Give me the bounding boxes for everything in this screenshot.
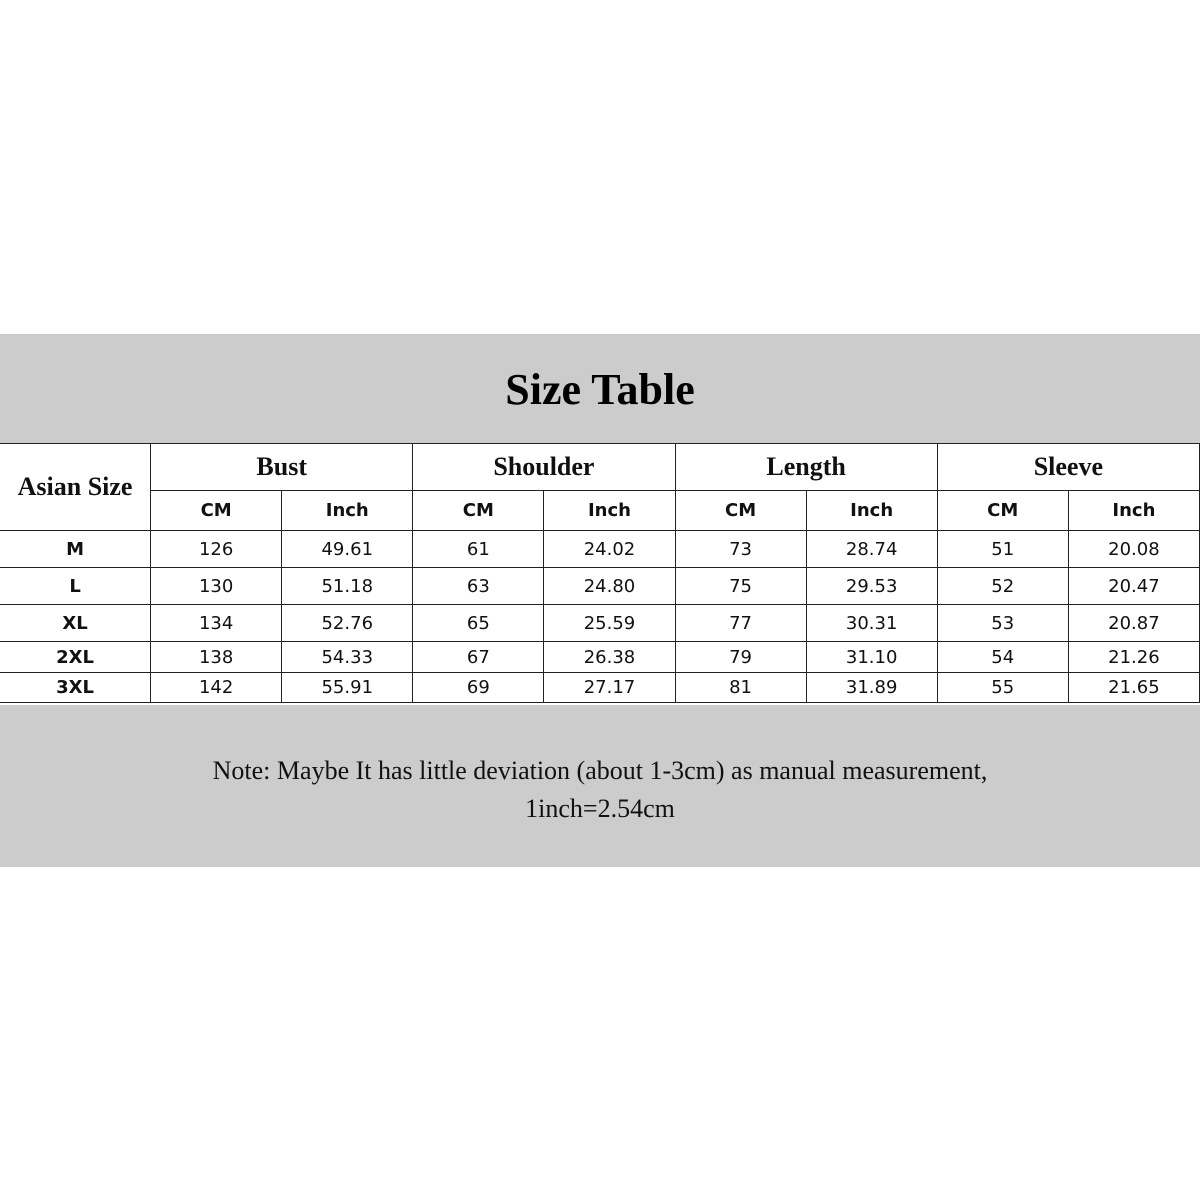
table-cell: 142	[151, 673, 282, 703]
table-cell: 73	[675, 531, 806, 568]
table-cell: 63	[413, 568, 544, 605]
table-cell: 54.33	[282, 642, 413, 673]
table-cell: 69	[413, 673, 544, 703]
table-cell: 24.02	[544, 531, 675, 568]
row-size-label: XL	[0, 605, 151, 642]
note-line-1: Note: Maybe It has little deviation (about 1-3cm) as manual measurement,	[212, 756, 988, 785]
note-line-2: 1inch=2.54cm	[525, 794, 675, 823]
table-cell: 26.38	[544, 642, 675, 673]
table-cell: 134	[151, 605, 282, 642]
unit-header: CM	[675, 491, 806, 531]
table-cell: 24.80	[544, 568, 675, 605]
table-cell: 81	[675, 673, 806, 703]
table-row	[0, 568, 1200, 605]
row-size-label: L	[0, 568, 151, 605]
table-cell: 25.59	[544, 605, 675, 642]
size-table	[0, 443, 1200, 703]
size-table-container	[0, 443, 1200, 703]
measurement-note	[0, 752, 1200, 828]
table-cell: 138	[151, 642, 282, 673]
unit-header: CM	[151, 491, 282, 531]
unit-header: Inch	[1068, 491, 1199, 531]
table-cell: 20.87	[1068, 605, 1199, 642]
table-cell: 65	[413, 605, 544, 642]
table-row	[0, 605, 1200, 642]
table-cell: 30.31	[806, 605, 937, 642]
table-cell: 52	[937, 568, 1068, 605]
group-header-row	[0, 444, 1200, 491]
table-cell: 55.91	[282, 673, 413, 703]
table-cell: 28.74	[806, 531, 937, 568]
unit-header: Inch	[806, 491, 937, 531]
row-size-label: 3XL	[0, 673, 151, 703]
group-header-length: Length	[675, 444, 937, 491]
table-cell: 130	[151, 568, 282, 605]
table-cell: 77	[675, 605, 806, 642]
table-cell: 55	[937, 673, 1068, 703]
table-cell: 52.76	[282, 605, 413, 642]
size-column-header: Asian Size	[0, 444, 151, 531]
table-row	[0, 673, 1200, 703]
table-cell: 53	[937, 605, 1068, 642]
unit-header: Inch	[282, 491, 413, 531]
table-row	[0, 642, 1200, 673]
row-size-label: M	[0, 531, 151, 568]
table-cell: 29.53	[806, 568, 937, 605]
table-cell: 20.08	[1068, 531, 1199, 568]
table-cell: 79	[675, 642, 806, 673]
table-cell: 21.65	[1068, 673, 1199, 703]
page-title: Size Table	[505, 365, 695, 414]
table-cell: 49.61	[282, 531, 413, 568]
unit-header: Inch	[544, 491, 675, 531]
group-header-shoulder: Shoulder	[413, 444, 675, 491]
table-cell: 51	[937, 531, 1068, 568]
table-cell: 27.17	[544, 673, 675, 703]
table-cell: 20.47	[1068, 568, 1199, 605]
row-size-label: 2XL	[0, 642, 151, 673]
unit-header: CM	[413, 491, 544, 531]
table-cell: 75	[675, 568, 806, 605]
unit-header-row	[0, 491, 1200, 531]
table-cell: 31.89	[806, 673, 937, 703]
table-cell: 54	[937, 642, 1068, 673]
table-cell: 31.10	[806, 642, 937, 673]
table-cell: 67	[413, 642, 544, 673]
unit-header: CM	[937, 491, 1068, 531]
table-cell: 51.18	[282, 568, 413, 605]
group-header-sleeve: Sleeve	[937, 444, 1199, 491]
group-header-bust: Bust	[151, 444, 413, 491]
table-cell: 21.26	[1068, 642, 1199, 673]
table-cell: 61	[413, 531, 544, 568]
table-row	[0, 531, 1200, 568]
table-cell: 126	[151, 531, 282, 568]
